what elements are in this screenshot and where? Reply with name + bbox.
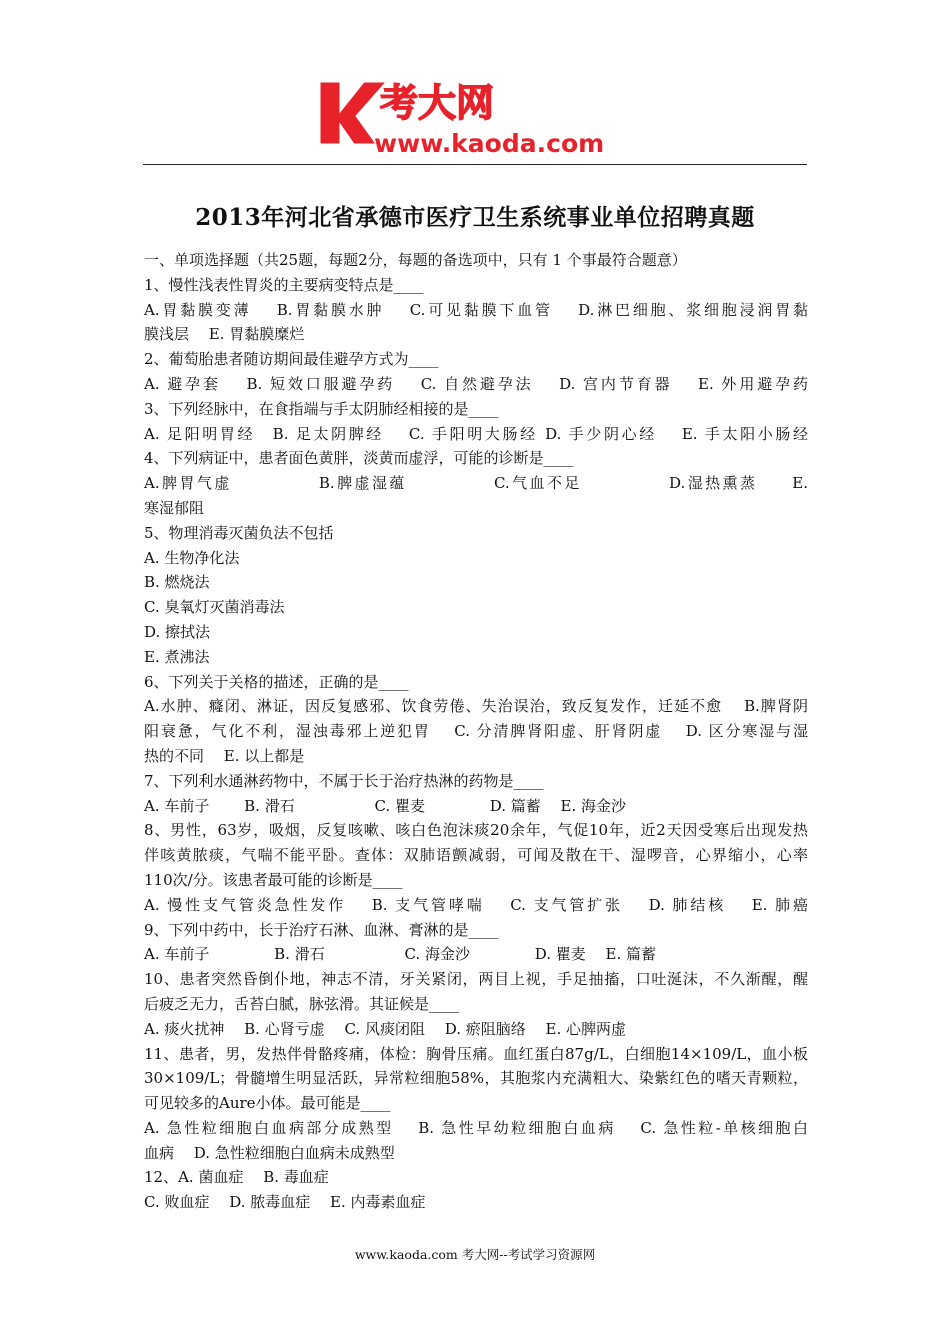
text-line: 12、A. 菌血症 B. 毒血症 [144,1168,329,1187]
text-line: 伴咳黄脓痰，气喘不能平卧。查体：双肺语颤减弱，可闻及散在干、湿啰音，心界缩小，心率 [144,846,808,865]
exam-questions [144,248,808,1215]
text-line: 膜浅层 E. 胃黏膜糜烂 [144,325,305,344]
text-line: E. 煮沸法 [144,647,210,666]
text-line: 8、男性，63岁，吸烟，反复咳嗽、咳白色泡沫痰20余年，气促10年，近2天因受寒后出现发热 [144,821,808,840]
text-line: 一、单项选择题（共25题，每题2分，每题的备选项中，只有 1 个事最符合题意） [144,251,687,269]
text-line: 6、下列关于关格的描述，正确的是____ [144,672,409,691]
page-footer: www.kaoda.com 考大网--考试学习资源网 [354,1247,596,1262]
text-line: 10、患者突然昏倒仆地，神志不清，牙关紧闭，两目上视，手足抽搐，口吐涎沫，不久渐醒，醒 [144,970,808,989]
text-line: 1、慢性浅表性胃炎的主要病变特点是____ [144,275,424,294]
text-line: A. 车前子 B. 滑石 C. 海金沙 D. 瞿麦 E. 篇蓄 [144,945,656,964]
text-line: 后疲乏无力，舌苔白腻，脉弦滑。其证候是____ [144,994,460,1013]
text-line: 5、物理消毒灭菌负法不包括 [144,523,334,542]
text-line: 110次/分。该患者最可能的诊断是____ [144,870,403,889]
text-line: A. 急性粒细胞白血病部分成熟型 B. 急性早幼粒细胞白血病 C. 急性粒-单核细胞白 [144,1118,808,1137]
header-rule [143,164,807,165]
text-line: 寒湿郁阻 [144,498,205,517]
kaoda-logo [318,78,638,158]
text-line: 阳衰惫，气化不利，湿浊毒邪上逆犯胃 C. 分清脾肾阳虚、肝肾阴虚 D. 区分寒湿与湿 [144,722,808,741]
text-line: 3、下列经脉中，在食指端与手太阴肺经相接的是____ [144,399,499,418]
text-line: 9、下列中药中，长于治疗石淋、血淋、膏淋的是____ [144,920,499,939]
text-line: 热的不同 E. 以上都是 [144,746,305,765]
text-line: A. 痰火扰神 B. 心肾亏虚 C. 风痰闭阻 D. 瘀阻脑络 E. 心脾两虚 [144,1019,626,1038]
document-title: 2013年河北省承德市医疗卫生系统事业单位招聘真题 [195,204,755,231]
kaoda-brand-text: 考大网 [380,81,495,125]
text-line: 11、患者，男，发热伴骨骼疼痛，体检：胸骨压痛。血红蛋白87g/L，白细胞14×109/L，血小板 [144,1044,808,1063]
text-line: B. 燃烧法 [144,573,210,592]
text-line: A.水肿、癃闭、淋证，因反复感邪、饮食劳倦、失治误治，致反复发作，迁延不愈 B.脾肾阴 [144,697,808,716]
text-line: 30×109/L；骨髓增生明显活跃，异常粒细胞58%，其胞浆内充满粗大、染紫红色的嗜天青颗粒， [144,1069,808,1088]
text-line: A.胃黏膜变薄 B.胃黏膜水肿 C.可见黏膜下血管 D.淋巴细胞、浆细胞浸润胃黏 [144,300,808,319]
text-line: C. 臭氧灯灭菌消毒法 [144,598,285,617]
kaoda-url-text: www.kaoda.com [374,129,605,158]
text-line: A. 避孕套 B. 短效口服避孕药 C. 自然避孕法 D. 宫内节育器 E. 外用避孕药 [144,374,808,393]
text-line: C. 败血症 D. 脓毒血症 E. 内毒素血症 [144,1193,426,1212]
text-line: A.脾胃气虚 B.脾虚湿蕴 C.气血不足 D.湿热熏蒸 E. [144,474,808,493]
text-line: D. 擦拭法 [144,622,211,641]
text-line: 7、下列利水通淋药物中，不属于长于治疗热淋的药物是____ [144,771,544,790]
text-line: A. 慢性支气管炎急性发作 B. 支气管哮喘 C. 支气管扩张 D. 肺结核 E. 肺癌 [144,895,808,914]
text-line: 2、葡萄胎患者随访期间最佳避孕方式为____ [144,350,439,369]
text-line: A. 车前子 B. 滑石 C. 瞿麦 D. 篇蓄 E. 海金沙 [144,796,626,815]
text-line: A. 生物净化法 [144,548,240,567]
text-line: 4、下列病证中，患者面色黄胖，淡黄而虚浮，可能的诊断是____ [144,449,574,468]
text-line: 血病 D. 急性粒细胞白血病未成熟型 [144,1143,395,1162]
text-line: A. 足阳明胃经 B. 足太阴脾经 C. 手阳明大肠经 D. 手少阴心经 E. 手太阳小肠经 [144,424,808,443]
text-line: 可见较多的Aure小体。最可能是____ [144,1094,391,1113]
